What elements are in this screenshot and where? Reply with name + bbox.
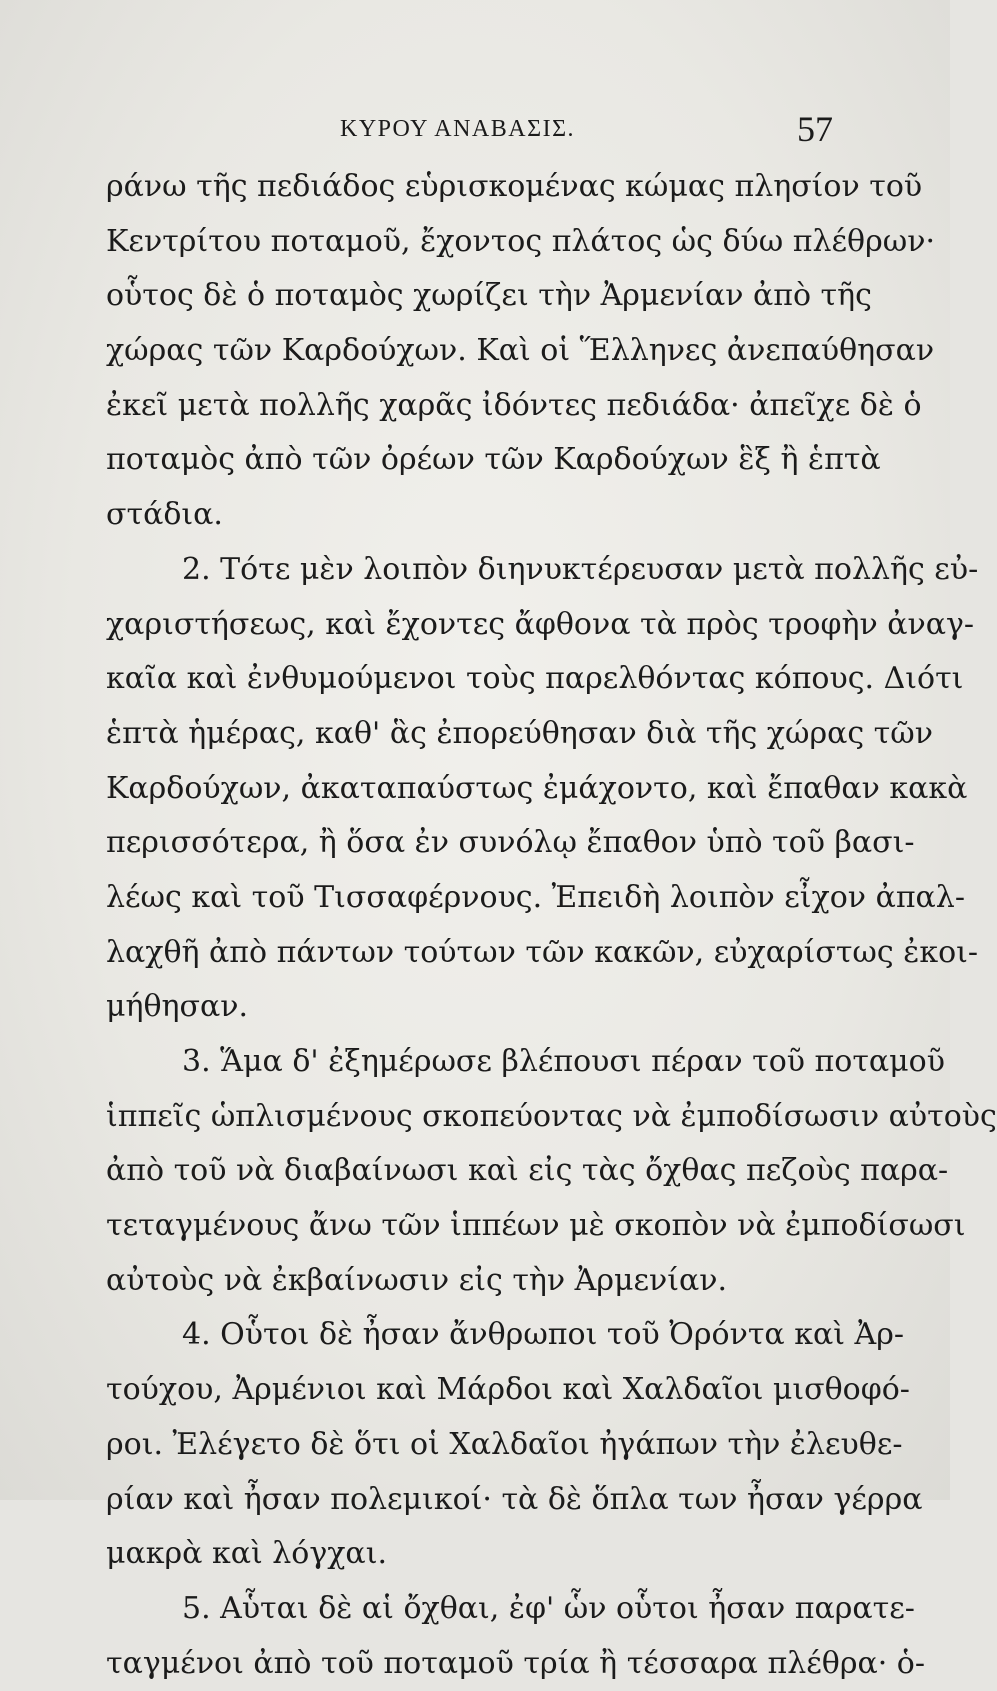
text-line: ράνω τῆς πεδιάδος εὑρισκομένας κώμας πλησίον τοῦ <box>106 169 923 204</box>
text-line: ροι. Ἐλέγετο δὲ ὅτι οἱ Χαλδαῖοι ἠγάπων τὴν ἐλευθε- <box>106 1426 903 1462</box>
text-line: ἱππεῖς ὡπλισμένους σκοπεύοντας νὰ ἐμποδίσωσιν αὐτοὺς <box>106 1098 997 1134</box>
text-line: Καρδούχων, ἀκαταπαύστως ἐμάχοντο, καὶ ἔπαθαν κακὰ <box>106 770 968 806</box>
text-line: ποταμὸς ἀπὸ τῶν ὀρέων τῶν Καρδούχων ἓξ ἢ ἑπτὰ <box>106 442 881 478</box>
text-line: ἀπὸ τοῦ νὰ διαβαίνωσι καὶ εἰς τὰς ὄχθας πεζοὺς παρα- <box>106 1153 949 1189</box>
paragraph-start-line: 3. Ἅμα δ' ἐξημέρωσε βλέπουσι πέραν τοῦ ποταμοῦ <box>182 1044 945 1079</box>
running-title: ΚΥΡΟΥ ΑΝΑΒΑΣΙΣ. <box>340 116 576 142</box>
paragraph-start-line: 2. Τότε μὲν λοιπὸν διηνυκτέρευσαν μετὰ πολλῆς εὐ- <box>182 551 979 587</box>
text-line: στάδια. <box>106 497 223 533</box>
text-line: λαχθῆ ἀπὸ πάντων τούτων τῶν κακῶν, εὐχαρίστως ἐκοι- <box>106 934 979 970</box>
paragraph-start-line: 4. Οὗτοι δὲ ἦσαν ἄνθρωποι τοῦ Ὀρόντα καὶ Ἀρ- <box>182 1317 904 1353</box>
text-line: ἐκεῖ μετὰ πολλῆς χαρᾶς ἰδόντες πεδιάδα· ἀπεῖχε δὲ ὁ <box>106 387 922 423</box>
text-line: τούχου, Ἀρμένιοι καὶ Μάρδοι καὶ Χαλδαῖοι μισθοφό- <box>106 1372 910 1408</box>
page-number: 57 <box>797 109 833 149</box>
text-line: καῖα καὶ ἐνθυμούμενοι τοὺς παρελθόντας κόπους. Διότι <box>106 661 964 697</box>
text-line: περισσότερα, ἢ ὅσα ἐν συνόλῳ ἔπαθον ὑπὸ τοῦ βασι- <box>106 825 915 861</box>
text-line: οὗτος δὲ ὁ ποταμὸς χωρίζει τὴν Ἀρμενίαν ἀπὸ τῆς <box>106 278 872 314</box>
text-line: μήθησαν. <box>106 989 249 1025</box>
text-line: χαριστήσεως, καὶ ἔχοντες ἄφθονα τὰ πρὸς τροφὴν ἀναγ- <box>106 606 975 642</box>
text-line: ἑπτὰ ἡμέρας, καθ' ἃς ἐπορεύθησαν διὰ τῆς χώρας τῶν <box>106 715 933 751</box>
text-line: ταγμένοι ἀπὸ τοῦ ποταμοῦ τρία ἢ τέσσαρα πλέθρα· ὁ- <box>106 1645 925 1681</box>
paragraph-start-line: 5. Αὗται δὲ αἱ ὄχθαι, ἐφ' ὧν οὗτοι ἦσαν παρατε- <box>182 1590 915 1626</box>
text-line: ρίαν καὶ ἦσαν πολεμικοί· τὰ δὲ ὅπλα των ἦσαν γέρρα <box>106 1481 923 1517</box>
text-line: χώρας τῶν Καρδούχων. Καὶ οἱ Ἕλληνες ἀνεπαύθησαν <box>106 333 935 369</box>
text-body <box>106 160 997 1691</box>
text-line: λέως καὶ τοῦ Τισσαφέρνους. Ἐπειδὴ λοιπὸν εἶχον ἀπαλ- <box>106 879 965 915</box>
text-line: Κεντρίτου ποταμοῦ, ἔχοντος πλάτος ὡς δύω πλέθρων· <box>106 223 935 259</box>
text-line: μακρὰ καὶ λόγχαι. <box>106 1536 387 1572</box>
text-line: τεταγμένους ἄνω τῶν ἱππέων μὲ σκοπὸν νὰ ἐμποδίσωσι <box>106 1208 966 1244</box>
text-line: αὐτοὺς νὰ ἐκβαίνωσιν εἰς τὴν Ἀρμενίαν. <box>106 1262 728 1298</box>
running-head <box>0 109 950 152</box>
